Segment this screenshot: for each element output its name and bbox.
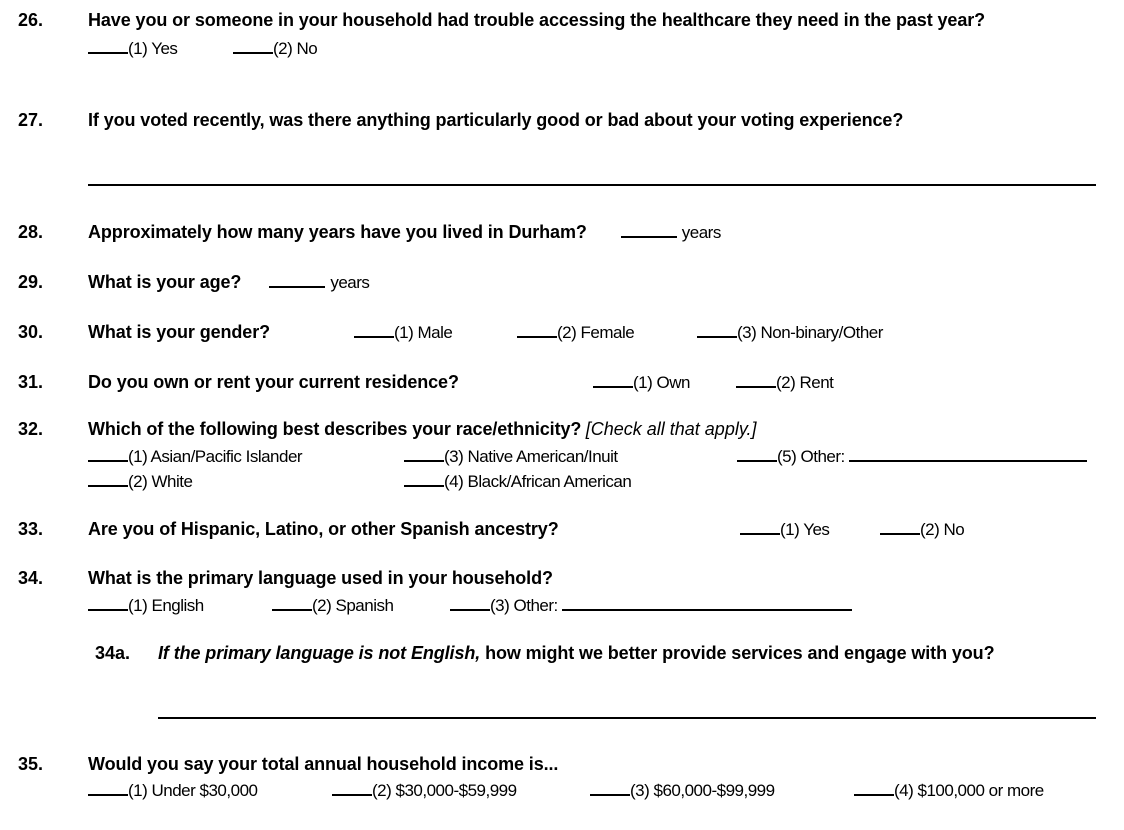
answer-blank-q32-native[interactable] [404,460,444,462]
answer-line-q27[interactable] [88,184,1096,186]
option-q33-yes [740,517,829,543]
option-q34-other [450,593,852,619]
option-label-q30-female: (2) Female [557,323,635,342]
option-label-q32-other: (5) Other: [777,447,845,466]
option-label-q32-white: (2) White [128,472,193,491]
question-34a [95,641,1096,665]
option-label-q30-nonbinary: (3) Non-binary/Other [737,323,883,342]
question-32-options-row-2 [88,469,1096,494]
question-32-options-row-1 [88,444,1096,469]
option-q35-100kplus [854,778,1044,804]
option-q32-asian [88,444,302,470]
option-q32-white [88,469,192,495]
question-27 [18,108,1096,132]
question-26 [18,8,1096,61]
answer-blank-q35-60to99k[interactable] [590,794,630,796]
option-q26-yes [88,36,177,62]
question-28-number: 28. [18,222,44,242]
option-label-q35-100kplus: (4) $100,000 or more [894,781,1044,800]
answer-blank-q32-black[interactable] [404,485,444,487]
question-29-text: What is your age? [88,272,242,292]
question-26-options [88,36,1096,61]
question-30 [18,320,1096,345]
question-27-text: If you voted recently, was there anything particularly good or bad about your voting experience? [88,110,904,130]
option-label-q31-own: (1) Own [633,373,690,392]
question-29 [18,270,1096,295]
answer-blank-q31-rent[interactable] [736,386,776,388]
question-34 [18,566,1096,618]
answer-blank-q29-years[interactable] [269,286,325,288]
option-q35-30to59k [332,778,517,804]
question-31-line [88,370,1096,395]
answer-blank-q32-other[interactable] [737,460,777,462]
answer-blank-q28-years[interactable] [621,236,677,238]
answer-blank-q35-100kplus[interactable] [854,794,894,796]
answer-blank-q26-no[interactable] [233,52,273,54]
answer-blank-q34-other[interactable] [450,609,490,611]
option-label-q33-no: (2) No [920,520,965,539]
answer-blank-q32-white[interactable] [88,485,128,487]
question-32-title [88,417,1096,442]
question-28 [18,220,1096,245]
option-label-q34-other: (3) Other: [490,596,558,615]
question-33-text: Are you of Hispanic, Latino, or other Spanish ancestry? [88,519,559,539]
answer-blank-q34-spanish[interactable] [272,609,312,611]
question-34a-rest: how might we better provide services and engage with you? [485,643,995,663]
answer-blank-q31-own[interactable] [593,386,633,388]
question-29-suffix: years [330,273,370,292]
option-label-q33-yes: (1) Yes [780,520,830,539]
question-26-text: Have you or someone in your household had trouble accessing the healthcare they need in the past year? [88,10,986,30]
question-30-line [88,320,1096,345]
question-30-text: What is your gender? [88,322,271,342]
option-q31-own [593,370,690,396]
question-32-text: Which of the following best describes your race/ethnicity? [88,419,582,439]
question-32-number: 32. [18,419,44,439]
answer-blank-q33-yes[interactable] [740,533,780,535]
question-28-line [88,220,1096,245]
question-28-text: Approximately how many years have you lived in Durham? [88,222,587,242]
option-label-q31-rent: (2) Rent [776,373,834,392]
question-34-text: What is the primary language used in your household? [88,568,553,588]
question-33-number: 33. [18,519,44,539]
question-33-line [88,517,1096,542]
option-label-q32-native: (3) Native American/Inuit [444,447,618,466]
answer-blank-q32-other-text[interactable] [849,460,1087,462]
option-label-q30-male: (1) Male [394,323,453,342]
question-35-number: 35. [18,754,44,774]
question-31 [18,370,1096,395]
answer-blank-q30-nonbinary[interactable] [697,336,737,338]
question-27-number: 27. [18,110,44,130]
option-q31-rent [736,370,833,396]
question-31-number: 31. [18,372,44,392]
question-35-options [88,778,1096,803]
question-30-number: 30. [18,322,44,342]
option-q32-native [404,444,618,470]
option-label-q34-english: (1) English [128,596,204,615]
option-label-q35-60to99k: (3) $60,000-$99,999 [630,781,775,800]
option-q30-nonbinary [697,320,883,346]
option-label-q32-black: (4) Black/African American [444,472,632,491]
option-label-q32-asian: (1) Asian/Pacific Islander [128,447,303,466]
option-q35-under30k [88,778,257,804]
option-label-q35-30to59k: (2) $30,000-$59,999 [372,781,517,800]
option-q30-male [354,320,452,346]
option-label-q26-no: (2) No [273,39,318,58]
option-q32-black [404,469,631,495]
question-35-text: Would you say your total annual household income is... [88,754,559,774]
answer-blank-q35-under30k[interactable] [88,794,128,796]
answer-blank-q34-english[interactable] [88,609,128,611]
option-q32-other [737,444,1087,470]
question-34a-number: 34a. [95,643,131,663]
option-q33-no [880,517,964,543]
option-q34-english [88,593,204,619]
option-label-q35-under30k: (1) Under $30,000 [128,781,258,800]
question-34-number: 34. [18,568,44,588]
answer-blank-q35-30to59k[interactable] [332,794,372,796]
question-31-text: Do you own or rent your current residence? [88,372,459,392]
option-q30-female [517,320,634,346]
answer-blank-q30-male[interactable] [354,336,394,338]
answer-line-q34a[interactable] [158,717,1096,719]
question-35 [18,752,1096,803]
answer-blank-q34-other-text[interactable] [562,609,852,611]
question-32 [18,417,1096,494]
question-34-options [88,593,1096,618]
answer-blank-q33-no[interactable] [880,533,920,535]
option-q34-spanish [272,593,393,619]
answer-blank-q32-asian[interactable] [88,460,128,462]
question-34a-lead: If the primary language is not English, [158,643,481,663]
question-26-number: 26. [18,10,44,30]
question-29-number: 29. [18,272,44,292]
option-q26-no [233,36,317,62]
answer-blank-q30-female[interactable] [517,336,557,338]
option-label-q34-spanish: (2) Spanish [312,596,394,615]
question-33 [18,517,1096,542]
question-29-line [88,270,1096,295]
question-32-note: [Check all that apply.] [585,419,757,439]
option-q35-60to99k [590,778,775,804]
answer-blank-q26-yes[interactable] [88,52,128,54]
option-label-q26-yes: (1) Yes [128,39,178,58]
question-28-suffix: years [681,223,721,242]
question-34a-text [158,641,1096,665]
